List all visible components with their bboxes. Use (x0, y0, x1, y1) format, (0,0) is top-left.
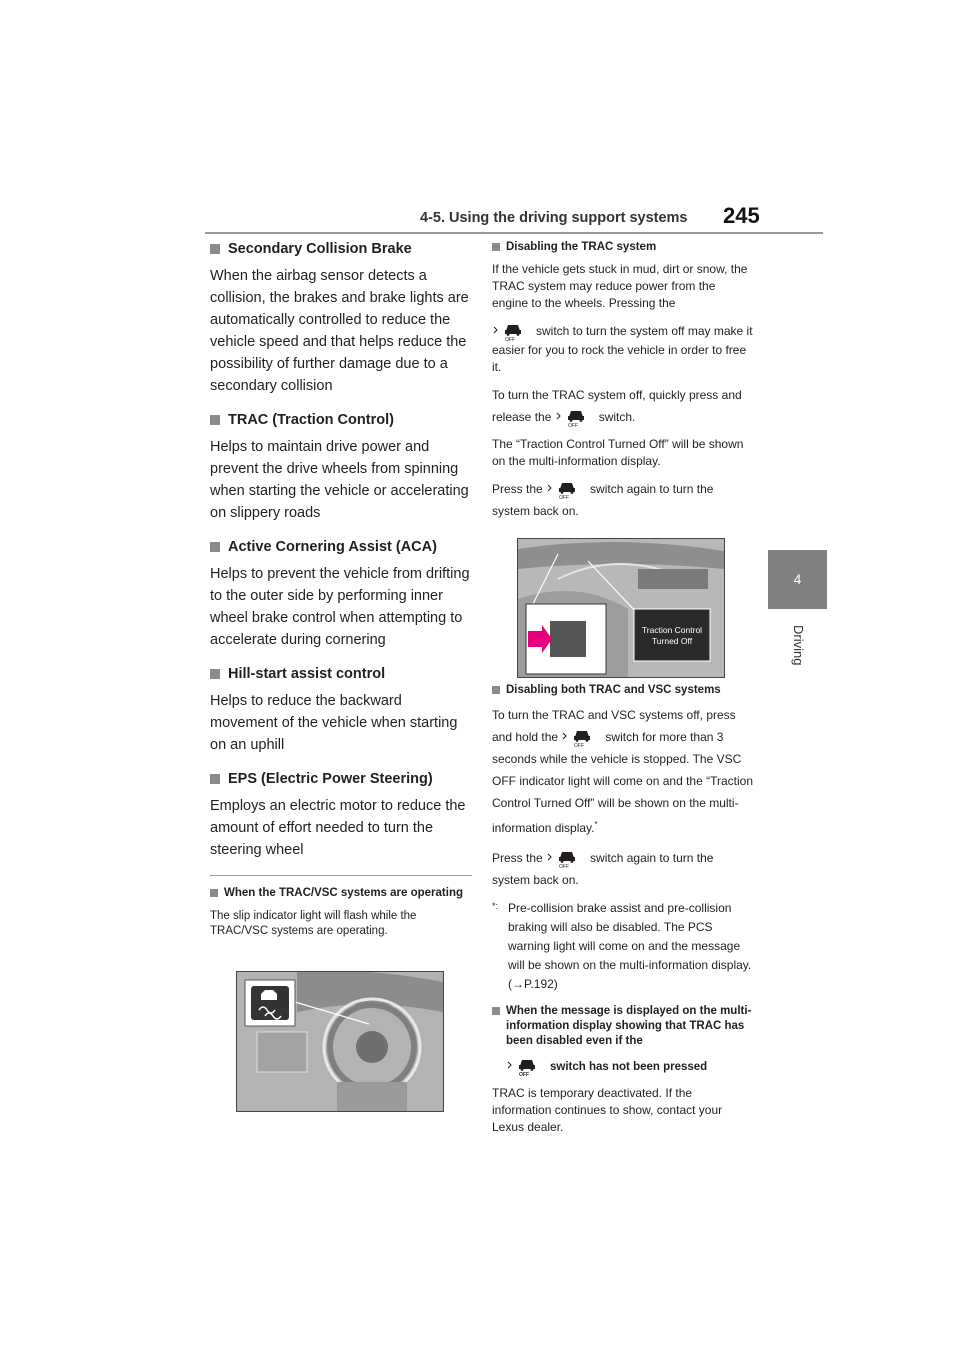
page-number: 245 (723, 203, 760, 228)
message-body: TRAC is temporary deactivated. If the information continues to show, contact your Lexus dealer. (492, 1086, 723, 1134)
section-body: When the airbag sensor detects a collision, the brakes and brake lights are automatically controlled to reduce the vehicle speed and that helps reduce the possibility of further damage due to a secondary collision (210, 268, 469, 394)
section-heading: Secondary Collision Brake (210, 240, 472, 259)
section-body: Helps to reduce the backward movement of the vehicle when starting on an uphill (210, 693, 458, 753)
disable-trac-p4: The “Traction Control Turned Off” will be shown on the multi-information display. (492, 437, 744, 468)
disable-both-heading: Disabling both TRAC and VSC systems (492, 683, 754, 698)
section-heading: Active Cornering Assist (ACA) (210, 538, 472, 557)
disable-trac-p5: Press the switch again to turn the system back on. (492, 478, 754, 522)
traction-control-figure (517, 538, 725, 678)
header-rule (205, 232, 823, 234)
display-message: Traction Control Turned Off (641, 625, 703, 646)
left-column (210, 240, 472, 939)
footnote-body: The slip indicator light will flash while the TRAC/VSC systems are operating. (210, 910, 417, 937)
vsc-off-icon (546, 478, 586, 500)
vsc-off-icon (555, 406, 595, 428)
section-body: Helps to maintain drive power and prevent the drive wheels from spinning when starting the vehicle or accelerating on slippery roads (210, 439, 469, 521)
message-heading: When the message is displayed on the multi-information display showing that TRAC has been disabled even if the (492, 1004, 754, 1049)
vsc-off-icon (492, 320, 532, 342)
section-heading: Hill-start assist control (210, 665, 472, 684)
footnote-rule (210, 875, 472, 876)
right-column (492, 240, 754, 530)
section-heading: TRAC (Traction Control) (210, 411, 472, 430)
disable-trac-heading: Disabling the TRAC system (492, 240, 754, 255)
disable-trac-p2: switch to turn the system off may make it easier for you to rock the vehicle in order to free it. (492, 320, 754, 376)
message-heading-end: switch has not been pressed (492, 1055, 754, 1077)
chapter-tab: 4 (768, 550, 827, 609)
section-heading: EPS (Electric Power Steering) (210, 770, 472, 789)
vsc-off-icon (561, 726, 601, 748)
steering-illustration (237, 972, 443, 1111)
footnote-heading: When the TRAC/VSC systems are operating (210, 886, 472, 901)
disable-both-p3: Press the switch again to turn the system back on. (492, 847, 754, 891)
disable-both-p1: To turn the TRAC and VSC systems off, press and hold the switch for more than 3 seconds while the vehicle is stopped. The VSC OFF indicator light will come on and the “Traction Control Turned Off” will be shown on the multi-information display.* (492, 708, 753, 835)
right-column-lower (492, 683, 754, 1144)
chapter-label: Driving (791, 625, 806, 666)
disable-trac-p3: To turn the TRAC system off, quickly press and release the switch. (492, 384, 754, 428)
section-body: Helps to prevent the vehicle from drifting to the outer side by performing inner wheel brake control when attempting to accelerate during cornering (210, 566, 470, 648)
vsc-off-icon (546, 847, 586, 869)
slip-indicator-figure (236, 971, 444, 1112)
section-header: 4-5. Using the driving support systems (420, 210, 688, 226)
dashboard-illustration (518, 539, 724, 677)
section-body: Employs an electric motor to reduce the amount of effort needed to turn the steering wheel (210, 798, 466, 858)
disable-trac-intro: If the vehicle gets stuck in mud, dirt or snow, the TRAC system may reduce power from the engine to the wheels. Pressing the (492, 262, 748, 310)
footnote: *: Pre-collision brake assist and pre-collision braking will also be disabled. The PCS warning light will come on and the message will be shown on the multi-information display. (→P.192) (492, 901, 752, 991)
vsc-off-icon (506, 1055, 546, 1077)
